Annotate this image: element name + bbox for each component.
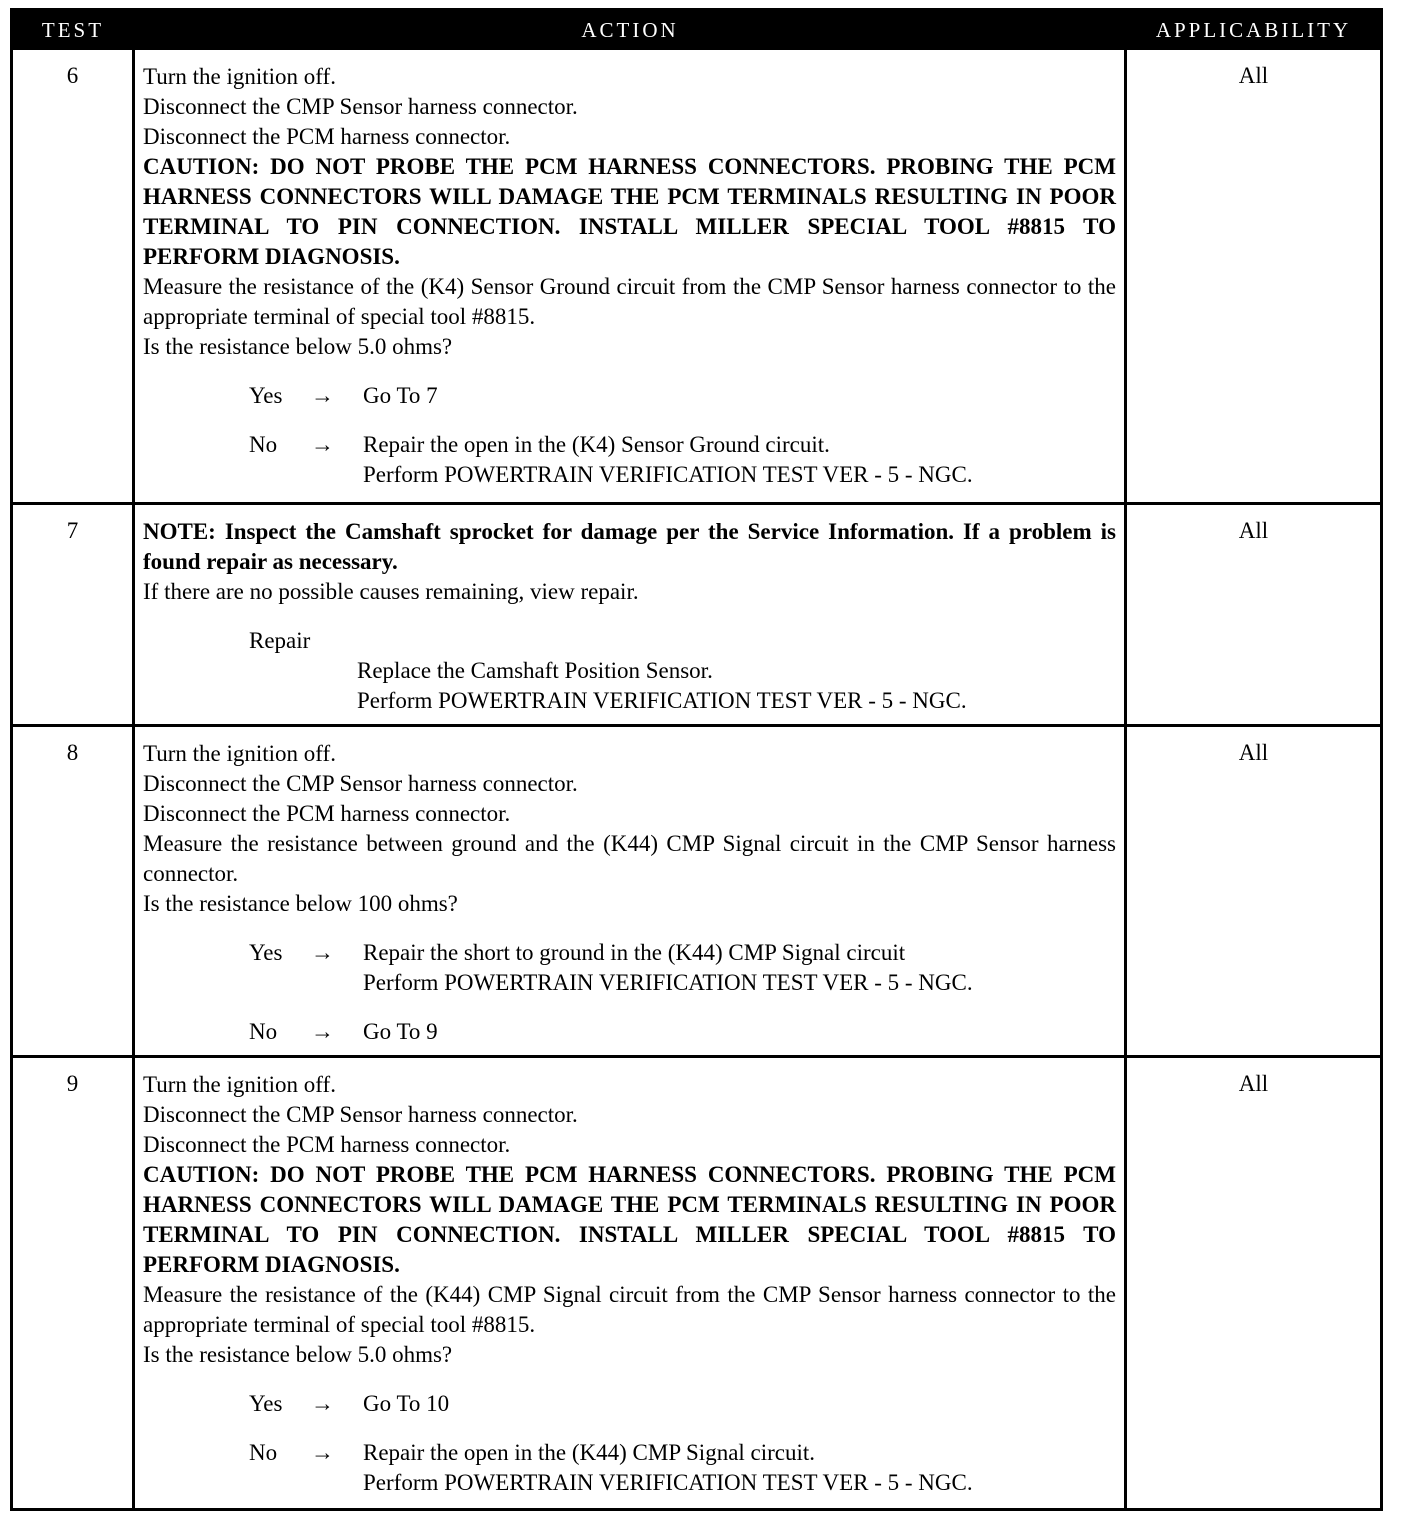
question-text: Is the resistance below 100 ohms? [143,891,458,916]
arrow-icon: → [311,940,334,965]
action-cell [135,1058,1127,1508]
repair-step: Perform POWERTRAIN VERIFICATION TEST VER - 5 - NGC. [357,688,967,713]
step-text: Disconnect the PCM harness connector. [143,1132,511,1157]
no-outcome [249,430,1116,490]
outcome-text: Repair the short to ground in the (K44) CMP Signal circuit [363,940,906,965]
step-text: Turn the ignition off. [143,1072,336,1097]
no-outcome [249,1438,1116,1498]
step-text: Disconnect the PCM harness connector. [143,801,511,826]
table-row [13,1055,1380,1508]
step-text: Disconnect the CMP Sensor harness connector. [143,1102,578,1127]
step-text: Disconnect the CMP Sensor harness connector. [143,94,578,119]
repair-block [249,626,1116,716]
outcome-text: Perform POWERTRAIN VERIFICATION TEST VER - 5 - NGC. [363,970,973,995]
repair-step: Replace the Camshaft Position Sensor. [357,658,713,683]
yes-label: Yes [249,940,283,965]
action-cell [135,505,1127,724]
test-number: 6 [13,50,135,502]
table-row [13,502,1380,724]
question-text: Is the resistance below 5.0 ohms? [143,1342,453,1367]
caution-text: CAUTION: DO NOT PROBE THE PCM HARNESS CONNECTORS. PROBING THE PCM HARNESS CONNECTORS WILL DAMAGE THE PCM TERMINALS RESULTING IN POOR TERMINAL TO PIN CONNECTION. INSTALL MILLER SPECIAL TOOL #8815 TO PERFORM DIAGNOSIS. [143,154,1116,269]
measure-text: Measure the resistance of the (K4) Sensor Ground circuit from the CMP Sensor harness connector to the appropriate terminal of special tool #8815. [143,274,1116,329]
yes-outcome [249,381,1116,411]
outcome-text: Repair the open in the (K4) Sensor Ground circuit. [363,432,830,457]
header-action: ACTION [135,11,1127,50]
applicability-cell: All [1238,1071,1269,1096]
step-text: Disconnect the CMP Sensor harness connector. [143,771,578,796]
applicability-cell: All [1238,518,1269,543]
test-number: 9 [13,1058,135,1508]
applicability-cell: All [1238,63,1269,88]
outcome-text: Go To 9 [363,1019,438,1044]
step-text: Turn the ignition off. [143,741,336,766]
outcome-text: Perform POWERTRAIN VERIFICATION TEST VER - 5 - NGC. [363,1470,973,1495]
no-label: No [249,1440,278,1465]
table-row [13,724,1380,1055]
note-text: NOTE: Inspect the Camshaft sprocket for damage per the Service Information. If a problem is found repair as necessary. [143,519,1116,574]
header-applicability: APPLICABILITY [1155,18,1352,42]
outcome-text: Perform POWERTRAIN VERIFICATION TEST VER - 5 - NGC. [363,462,973,487]
test-number: 8 [13,727,135,1055]
table-header [13,11,1380,50]
no-label: No [249,1019,278,1044]
question-text: Is the resistance below 5.0 ohms? [143,334,453,359]
step-text: Disconnect the PCM harness connector. [143,124,511,149]
yes-outcome [249,938,1116,998]
action-cell [135,727,1127,1055]
caution-text: CAUTION: DO NOT PROBE THE PCM HARNESS CONNECTORS. PROBING THE PCM HARNESS CONNECTORS WILL DAMAGE THE PCM TERMINALS RESULTING IN POOR TERMINAL TO PIN CONNECTION. INSTALL MILLER SPECIAL TOOL #8815 TO PERFORM DIAGNOSIS. [143,1162,1116,1277]
step-text: Turn the ignition off. [143,64,336,89]
measure-text: Measure the resistance between ground and the (K44) CMP Signal circuit in the CMP Sensor harness connector. [143,831,1116,886]
table-row [13,50,1380,502]
no-label: No [249,432,278,457]
arrow-icon: → [311,1019,334,1044]
step-text: If there are no possible causes remaining, view repair. [143,579,639,604]
applicability-cell: All [1238,740,1269,765]
action-cell [135,50,1127,502]
yes-outcome [249,1389,1116,1419]
arrow-icon: → [311,1440,334,1465]
outcome-text: Go To 10 [363,1391,450,1416]
test-number: 7 [13,505,135,724]
outcome-text: Go To 7 [363,383,438,408]
arrow-icon: → [311,383,334,408]
outcome-text: Repair the open in the (K44) CMP Signal circuit. [363,1440,816,1465]
diagnostic-table [10,8,1383,1511]
repair-label: Repair [249,628,311,653]
arrow-icon: → [311,432,334,457]
measure-text: Measure the resistance of the (K44) CMP Signal circuit from the CMP Sensor harness connector to the appropriate terminal of special tool #8815. [143,1282,1116,1337]
no-outcome [249,1017,1116,1047]
yes-label: Yes [249,1391,283,1416]
yes-label: Yes [249,383,283,408]
header-test: TEST [13,11,135,50]
arrow-icon: → [311,1391,334,1416]
